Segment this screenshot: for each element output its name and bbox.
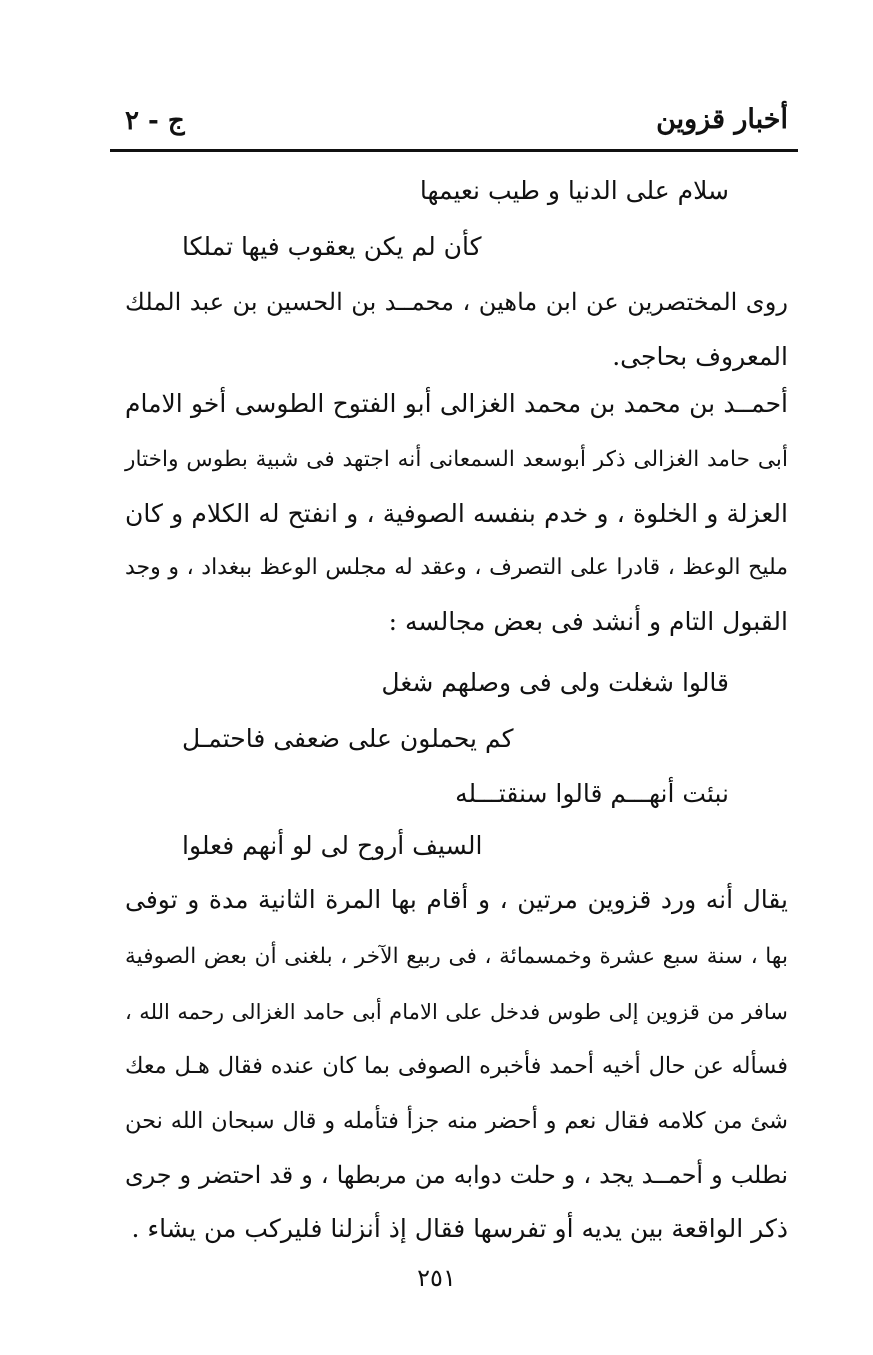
text-line: القبول التام و أنشد فى بعض مجالسه : — [388, 607, 788, 636]
text-line: سافر من قزوين إلى طوس فدخل على الامام أبى حامد الغزالى رحمه الله ، — [125, 999, 788, 1024]
text-line: روى المختصرين عن ابن ماهين ، محمــد بن الحسين بن عبد الملك — [125, 288, 788, 316]
volume-label: ج - ٢ — [125, 106, 185, 136]
verse-line: نبئت أنهـــم قالوا سنقتـــله — [455, 779, 729, 808]
text-line: العزلة و الخلوة ، و خدم بنفسه الصوفية ، و انفتح له الكلام و كان — [125, 499, 788, 528]
verse-line: قالوا شغلت ولى فى وصلهم شغل — [381, 668, 729, 697]
verse-line: كأن لم يكن يعقوب فيها تملكا — [182, 232, 482, 261]
text-line: أبى حامد الغزالى ذكر أبوسعد السمعانى أنه اجتهد فى شبية بطوس واختار — [125, 447, 788, 472]
verse-line: سلام على الدنيا و طيب نعيمها — [419, 176, 729, 205]
text-line: مليح الوعظ ، قادرا على التصرف ، وعقد له مجلس الوعظ ببغداد ، و وجد — [125, 555, 788, 580]
header-rule — [110, 149, 798, 152]
verse-line: كم يحملون على ضعفى فاحتمـل — [182, 724, 514, 753]
text-line: ذكر الواقعة بين يديه أو تفرسها فقال إذ أنزلنا فليركب من يشاء . — [131, 1214, 788, 1243]
text-line: أحمــد بن محمد بن محمد الغزالى أبو الفتوح الطوسى أخو الامام — [125, 389, 788, 418]
text-line: فسأله عن حال أخيه أحمد فأخبره الصوفى بما كان عنده فقال هـل معك — [125, 1053, 788, 1079]
text-line: بها ، سنة سبع عشرة وخمسمائة ، فى ربيع الآخر ، بلغنى أن بعض الصوفية — [125, 944, 788, 969]
running-title: أخبار قزوين — [656, 104, 788, 135]
text-line: نطلب و أحمــد يجد ، و حلت دوابه من مربطها ، و قد احتضر و جرى — [125, 1161, 788, 1189]
verse-line: السيف أروح لى لو أنهم فعلوا — [182, 831, 483, 860]
page-number: ٢٥١ — [417, 1264, 456, 1292]
text-line: يقال أنه ورد قزوين مرتين ، و أقام بها المرة الثانية مدة و توفى — [125, 885, 788, 914]
text-line: المعروف بحاجى. — [612, 342, 788, 371]
text-line: شئ من كلامه فقال نعم و أحضر منه جزأ فتأمله و قال سبحان الله نحن — [125, 1108, 788, 1134]
